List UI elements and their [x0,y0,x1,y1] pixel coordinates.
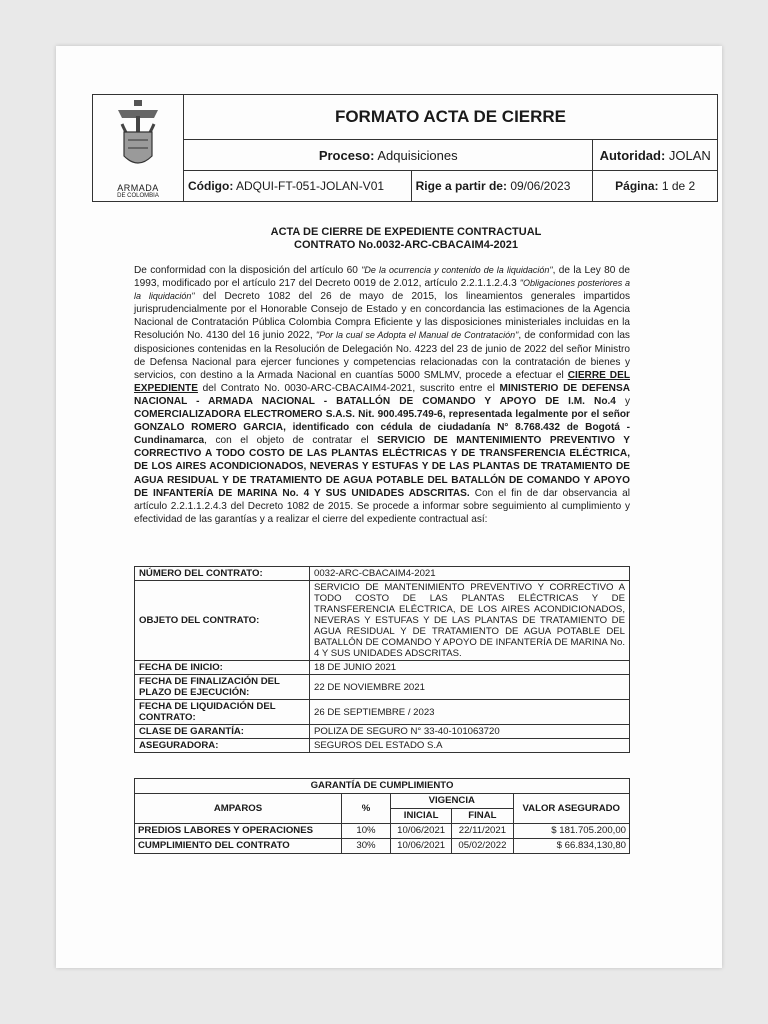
amparos-header: AMPAROS [135,794,342,824]
final-cell: 05/02/2022 [452,839,513,854]
proceso-value: Adquisiciones [377,147,458,163]
rige-value: 09/06/2023 [510,179,571,193]
body-text-4: , de conformidad con las disposiciones contenidas en la Resolución de Delegación No. 4223 del 23 de junio de 2022 del señor Ministro de Defensa Nacional para ejercer funciones y competencias relacionadas con la contratación de bienes y servicios, con destino a la Armada Nacional en cuantías 5000 SMLMV, procede a efectuar el [134,330,630,381]
header-table [92,94,718,202]
valor-cell: $ 181.705.200,00 [513,824,629,839]
body-paragraph [134,264,630,526]
rige-label: Rige a partir de: [415,179,507,193]
rige-cell [411,171,593,202]
pct-header: % [342,794,391,824]
proceso-cell [184,140,593,171]
inicial-header: INICIAL [391,809,452,824]
body-text-7: , con el objeto de contratar el [204,435,378,447]
body-text-3: del Decreto 1082 del 26 de mayo de 2015, los lineamientos generales impartidos jurisprudencialmente por el Honorable Consejo de Estado y en concordancia las estimaciones de la Agencia Nacional de Contratación Pública Colombia Compra Eficiente y las disposiciones ministeriales incluidas en la Resolución No. 4130 del 16 junio 2022, [134,291,630,342]
logo-cell [93,95,184,202]
liquidacion-value: 26 DE SEPTIEMBRE / 2023 [310,700,630,725]
document-title-line1: ACTA DE CIERRE DE EXPEDIENTE CONTRACTUAL [270,226,542,238]
form-title: FORMATO ACTA DE CIERRE [184,95,718,140]
numero-key: NÚMERO DEL CONTRATO: [135,567,310,581]
table-row [135,839,630,854]
amparo-cell: CUMPLIMIENTO DEL CONTRATO [135,839,342,854]
pagina-label: Página: [615,179,659,193]
logo-subtext: DE COLOMBIA [117,192,159,199]
body-italic-2: "Obligaciones posteriores a la liquidación" [134,278,630,302]
document-title [136,226,676,252]
document-page [56,46,722,968]
autoridad-label: Autoridad: [599,147,666,163]
codigo-cell [184,171,412,202]
aseguradora-value: SEGUROS DEL ESTADO S.A [310,739,630,753]
aseguradora-key: ASEGURADORA: [135,739,310,753]
pagina-cell [593,171,718,202]
final-key: FECHA DE FINALIZACIÓN DEL PLAZO DE EJECUCIÓN: [135,675,310,700]
body-italic-1: "De la ocurrencia y contenido de la liquidación" [361,265,553,275]
pct-cell: 30% [342,839,391,854]
inicial-cell: 10/06/2021 [391,839,452,854]
inicial-cell: 10/06/2021 [391,824,452,839]
table-row [135,567,630,581]
codigo-value: ADQUI-FT-051-JOLAN-V01 [236,179,385,193]
body-text-5: del Contrato No. 0030-ARC-CBACAIM4-2021, suscrito entre el [197,382,500,394]
body-bold-ministerio: MINISTERIO DE DEFENSA NACIONAL - ARMADA NACIONAL - BATALLÓN DE COMANDO Y APOYO DE I.M. No.4 [134,382,630,407]
body-italic-3: "Por la cual se Adopta el Manual de Contratación" [315,330,519,341]
liquidacion-key: FECHA DE LIQUIDACIÓN DEL CONTRATO: [135,700,310,725]
table-row [135,824,630,839]
contract-table [134,566,630,753]
guarantee-table [134,778,630,854]
body-text-8: Con el fin de dar observancia al artículo 2.2.1.1.2.4.3 del Decreto 1082 de 2015. Se procede a informar sobre seguimiento al cumplimiento y efectividad de las garantías y a realizar el cierre del expediente contractual así: [134,487,630,525]
table-row [135,661,630,675]
final-value: 22 DE NOVIEMBRE 2021 [310,675,630,700]
clase-key: CLASE DE GARANTÍA: [135,725,310,739]
document-title-line2: CONTRATO No.0032-ARC-CBACAIM4-2021 [294,239,518,251]
inicio-key: FECHA DE INICIO: [135,661,310,675]
final-header: FINAL [452,809,513,824]
objeto-value: SERVICIO DE MANTENIMIENTO PREVENTIVO Y CORRECTIVO A TODO COSTO DE LAS PLANTAS ELÉCTRICAS Y DE TRANSFERENCIA ELÉCTRICA, DE LOS AIRES ACONDICIONADOS, NEVERAS Y ESTUFAS Y DE LAS PLANTAS DE TRATAMIENTO DE AGUA RESIDUAL Y DE TRATAMIENTO DE AGUA POTABLE DEL BATALLÓN DE COMANDO Y APOYO DE INFANTERÍA DE MARINA No. 4 Y SUS UNIDADES ADSCRITAS. [310,581,630,661]
pagina-value: 1 de 2 [661,179,696,193]
valor-cell: $ 66.834,130,80 [513,839,629,854]
objeto-key: OBJETO DEL CONTRATO: [135,581,310,661]
inicio-value: 18 DE JUNIO 2021 [310,661,630,675]
autoridad-value: JOLAN [668,147,711,163]
pct-cell: 10% [342,824,391,839]
logo-text: ARMADA [117,182,159,193]
body-bold-contratista: COMERCIALIZADORA ELECTROMERO S.A.S. Nit. 900.495.749-6, representada legalmente por el señor GONZALO ROMERO GARCIA, identificado con cédula de ciudadanía N° 8.768.432 de Bogotá - Cundinamarca [134,409,630,447]
vigencia-header: VIGENCIA [391,794,514,809]
body-text-6: y [615,395,630,407]
clase-value: POLIZA DE SEGURO N° 33-40-101063720 [310,725,630,739]
autoridad-cell [593,140,718,171]
table-row [135,725,630,739]
body-text-2: , de la Ley 80 de 1993, modificado por el artículo 217 del Decreto 0019 de 2.012, artículo 2.2.1.1.2.4.3 [134,265,630,290]
body-bold-objeto: SERVICIO DE MANTENIMIENTO PREVENTIVO Y CORRECTIVO A TODO COSTO DE LAS PLANTAS ELÉCTRICAS Y DE TRANSFERENCIA ELÉCTRICA, DE LOS AIRES ACONDICIONADOS, NEVERAS Y ESTUFAS Y DE LAS PLANTAS DE TRATAMIENTO DE AGUA RESIDUAL Y DE TRATAMIENTO DE AGUA POTABLE DEL BATALLÓN DE COMANDO Y APOYO DE INFANTERÍA DE MARINA No. 4 Y SUS UNIDADES ADSCRITAS. [134,435,631,499]
codigo-label: Código: [188,179,234,193]
table-row [135,581,630,661]
body-underline-cierre: CIERRE DEL EXPEDIENTE [134,369,630,394]
valor-header: VALOR ASEGURADO [513,794,629,824]
guarantee-title: GARANTÍA DE CUMPLIMIENTO [135,779,630,794]
table-row [135,739,630,753]
table-row [135,675,630,700]
armada-shield-icon [108,98,168,178]
amparo-cell: PREDIOS LABORES Y OPERACIONES [135,824,342,839]
body-text-1: De conformidad con la disposición del artículo 60 [134,265,362,276]
numero-value: 0032-ARC-CBACAIM4-2021 [310,567,630,581]
table-row [135,700,630,725]
proceso-label: Proceso: [318,147,375,163]
final-cell: 22/11/2021 [452,824,513,839]
